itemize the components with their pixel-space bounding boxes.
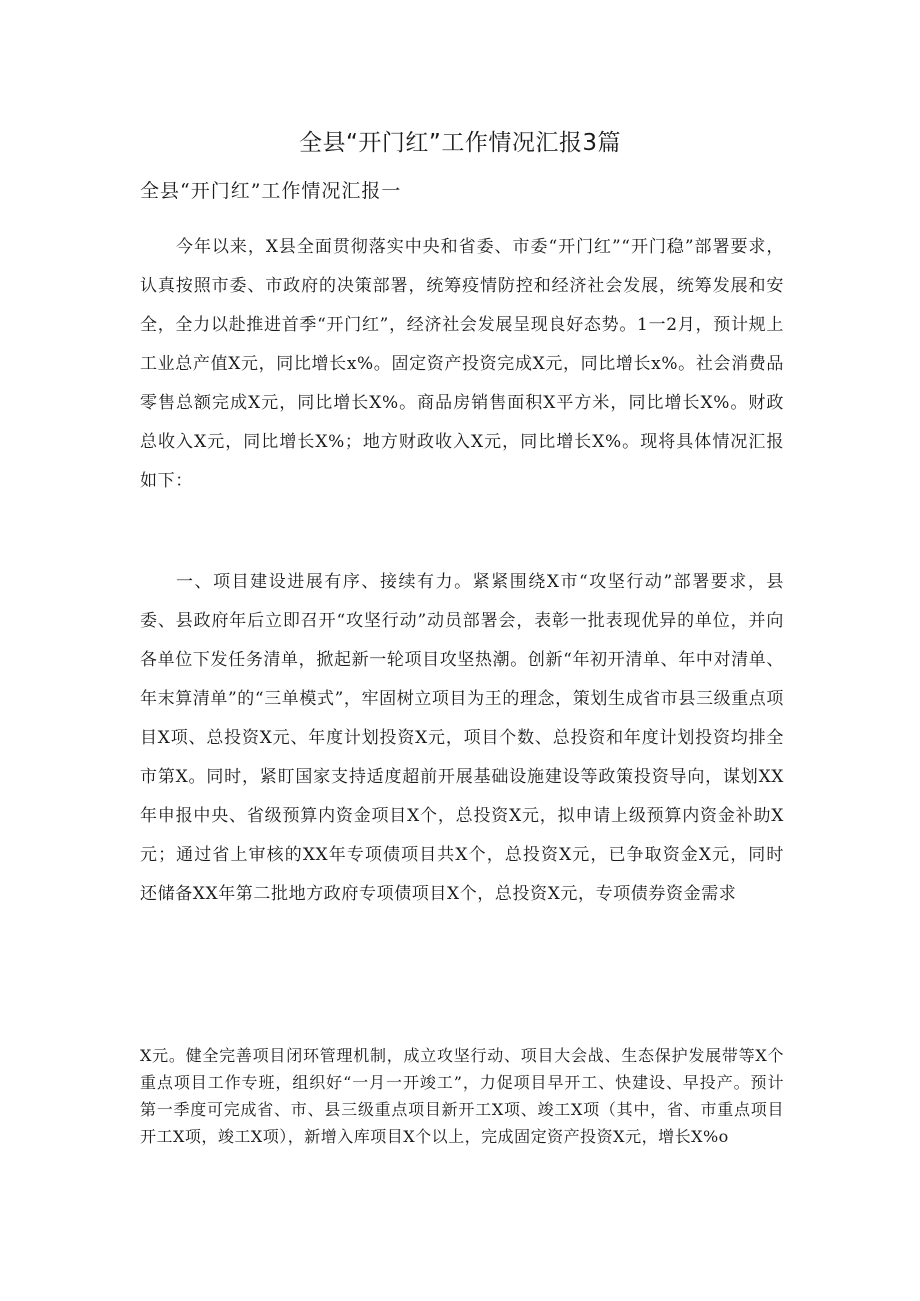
paragraph-intro: 今年以来，X县全面贯彻落实中央和省委、市委“开门红”“开门稳”部署要求，认真按照市委、市政府的决策部署，统筹疫情防控和经济社会发展，统筹发展和安全，全力以赴推进首季“开门红”，经济社会发展呈现良好态势。1一2月，预计规上工业总产值X元，同比增长x%。固定资产投资完成X元，同比增长x%。社会消费品零售总额完成X元，同比增长X%。商品房销售面积X平方米，同比增长X%。财政总收入X元，同比增长X%；地方财政收入X元，同比增长X%。现将具体情况汇报如下：	[140, 237, 784, 491]
document-title: 全县“开门红”工作情况汇报3篇	[299, 130, 621, 156]
paragraph-continuation: X元。健全完善项目闭环管理机制，成立攻坚行动、项目大会战、生态保护发展带等X个重点项目工作专班，组织好“一月一开竣工”，力促项目早开工、快建设、早投产。预计第一季度可完成省、市、县三级重点项目新开工X项、竣工X项（其中，省、市重点项目开工X项，竣工X项），新增入库项目X个以上，完成固定资产投资X元，增长X%o	[140, 1046, 784, 1146]
paragraph-project-construction: 一、项目建设进展有序、接续有力。紧紧围绕X市“攻坚行动”部署要求，县委、县政府年后立即召开“攻坚行动”动员部署会，表彰一批表现优异的单位，并向各单位下发任务清单，掀起新一轮项目攻坚热潮。创新“年初开清单、年中对清单、年末算清单”的“三单模式”，牢固树立项目为王的理念，策划生成省市县三级重点项目X项、总投资X元、年度计划投资X元，项目个数、总投资和年度计划投资均排全市第X。同时，紧盯国家支持适度超前开展基础设施建设等政策投资导向，谋划XX年申报中央、省级预算内资金项目X个，总投资X元，拟申请上级预算内资金补助X元；通过省上审核的XX年专项债项目共X个，总投资X元，已争取资金X元，同时还储备XX年第二批地方政府专项债项目X个，总投资X元，专项债券资金需求	[140, 572, 784, 904]
section-heading: 全县“开门红”工作情况汇报一	[140, 180, 402, 202]
